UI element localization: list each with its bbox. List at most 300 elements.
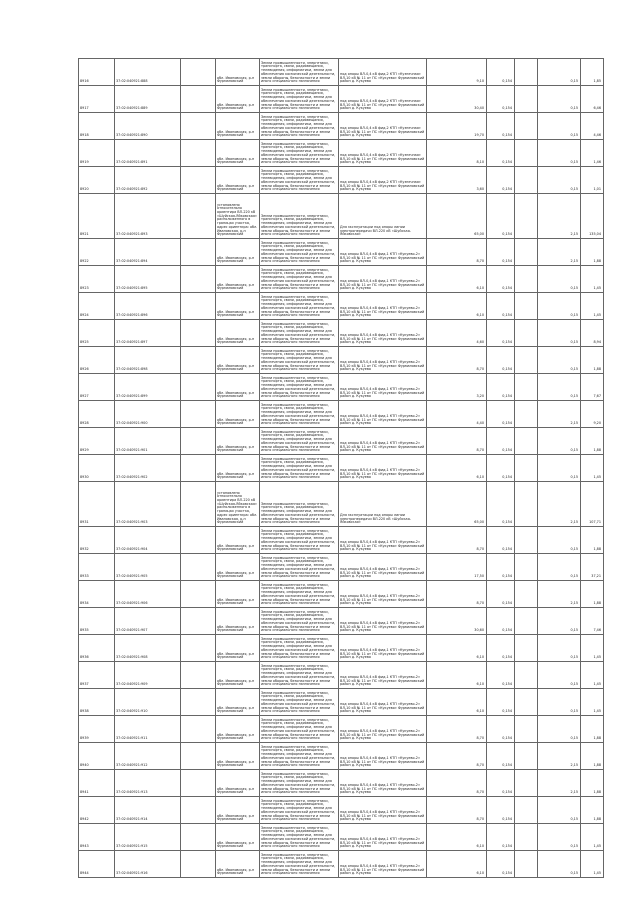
table-row [79,851,604,878]
cadastral-number-cell-text: 37:02:040921:901 [116,448,148,453]
address-cell [216,374,260,400]
cadastral-number-cell [115,608,181,634]
coefficient-cell-text: 0,154 [502,313,512,318]
row-number-cell-text: 8941 [80,790,89,795]
price-cell-text: 2,15 [570,421,578,426]
permitted-use-cell [339,689,427,715]
area-cell-text: 6,10 [476,682,484,687]
total-cell-text: 7,67 [593,394,601,399]
price-cell [538,716,581,742]
row-number-cell-text: 8931 [80,520,89,525]
address-cell [216,743,260,769]
land-category-cell-text: Земли промышленности, энергетики, транспорта, связи, радиовещания, телевидения, информатики, земли для обеспечения космической деятельности, земли обороны, безопасности и земли иного специального назначения [261,375,336,399]
table-row [79,581,604,608]
area-cell-text: 6,10 [476,709,484,714]
area-cell [427,374,487,400]
row-number-cell [79,635,115,661]
permitted-use-cell [339,293,427,319]
permitted-use-cell-text: под опоры ВЛ-0,4 кВ фид.1 КТП «Кукуево-2» ВЛ-10 кВ № 11 от ПС «Кукуево» Фурмановский район д. Кукуево [340,566,425,579]
empty-cell [181,113,216,139]
permitted-use-cell-text: под опоры ВЛ-0,4 кВ фид.2 КТП «Кузнечная» ВЛ-10 кВ № 11 от ПС «Кукуево» Фурмановский район д. Кукуево [340,98,425,111]
row-number-cell-text: 8943 [80,844,89,849]
land-category-cell-text: Земли промышленности, энергетики, транспорта, связи, радиовещания, телевидения, информатики, земли для обеспечения космической деятельности, земли обороны, безопасности и земли иного специального назначения [261,582,336,606]
address-cell [216,86,260,112]
empty-cell [181,194,216,238]
price-cell [538,743,581,769]
row-number-cell-text: 8930 [80,475,89,480]
cadastral-number-cell [115,347,181,373]
permitted-use-cell [339,581,427,607]
address-cell [216,293,260,319]
land-category-cell-text: Земли промышленности, энергетики, транспорта, связи, радиовещания, телевидения, информатики, земли для обеспечения космической деятельности, земли обороны, безопасности и земли иного специального назначения [261,663,336,687]
row-number-cell [79,86,115,112]
coefficient-cell [487,428,515,454]
coefficient-cell [487,194,515,238]
permitted-use-cell [339,86,427,112]
row-number-cell [79,293,115,319]
empty-cell [181,59,216,85]
cadastral-number-cell-text: 37:02:040921:902 [116,475,148,480]
row-number-cell [79,455,115,481]
price-cell [538,167,581,193]
coefficient-cell [487,401,515,427]
rate-cell [515,320,538,346]
table-row [79,743,604,770]
rate-cell [515,716,538,742]
area-cell-text: 30,60 [474,628,484,633]
rate-cell [515,194,538,238]
area-cell-text: 8,70 [476,259,484,264]
cadastral-number-cell-text: 37:02:040921:889 [116,106,148,111]
address-cell-text: обл. Ивановская, р-н Фурмановский [217,732,255,741]
area-cell [427,320,487,346]
row-number-cell-text: 8935 [80,628,89,633]
coefficient-cell-text: 0,154 [502,106,512,111]
land-category-cell [260,266,339,292]
total-cell-text: 1,45 [593,313,601,318]
land-category-cell [260,374,339,400]
land-category-cell [260,716,339,742]
total-cell-text: 107,71 [589,520,601,525]
total-cell [581,266,604,292]
permitted-use-cell [339,320,427,346]
row-number-cell-text: 8939 [80,736,89,741]
coefficient-cell [487,554,515,580]
cadastral-number-cell-text: 37:02:040921:912 [116,763,148,768]
permitted-use-cell [339,347,427,373]
coefficient-cell-text: 0,154 [502,601,512,606]
table-row [79,347,604,374]
coefficient-cell [487,689,515,715]
price-cell [538,86,581,112]
row-number-cell [79,716,115,742]
price-cell-text: 2,15 [570,520,578,525]
price-cell-text: 2,15 [570,601,578,606]
total-cell-text: 1,88 [593,736,601,741]
cadastral-number-cell-text: 37:02:040921:892 [116,187,148,192]
rate-cell [515,401,538,427]
price-cell [538,527,581,553]
total-cell [581,608,604,634]
total-cell [581,86,604,112]
total-cell [581,527,604,553]
cadastral-number-cell [115,293,181,319]
row-number-cell-text: 8926 [80,367,89,372]
empty-cell [181,554,216,580]
total-cell [581,428,604,454]
rate-cell [515,851,538,877]
land-category-cell [260,86,339,112]
table-row [79,428,604,455]
table-row [79,824,604,851]
price-cell [538,554,581,580]
land-category-cell-text: Земли промышленности, энергетики, транспорта, связи, радиовещания, телевидения, информатики, земли для обеспечения космической деятельности, земли обороны, безопасности и земли иного специального назначения [261,636,336,660]
cadastral-number-cell-text: 37:02:040921:906 [116,601,148,606]
permitted-use-cell-text: под опоры ВЛ-0,4 кВ фид.1 КТП «Кукуево-2» ВЛ-10 кВ № 11 от ПС «Кукуево» Фурмановский район д. Кукуево [340,386,425,399]
permitted-use-cell-text: под опоры ВЛ-0,4 кВ фид.1 КТП «Кукуево-2» ВЛ-10 кВ № 11 от ПС «Кукуево» Фурмановский район д. Кукуево [340,467,425,480]
permitted-use-cell [339,851,427,877]
rate-cell [515,743,538,769]
total-cell [581,293,604,319]
address-cell-text: обл. Ивановская, р-н Фурмановский [217,813,255,822]
permitted-use-cell-text: под опоры ВЛ-0,4 кВ фид.1 КТП «Кукуево-2» ВЛ-10 кВ № 11 от ПС «Кукуево» Фурмановский район д. Кукуево [340,413,425,426]
rate-cell [515,482,538,526]
table-row [79,401,604,428]
permitted-use-cell-text: под опоры ВЛ-0,4 кВ фид.1 КТП «Кукуево-2» ВЛ-10 кВ № 11 от ПС «Кукуево» Фурмановский район д. Кукуево [340,539,425,552]
area-cell-text: 6,10 [476,313,484,318]
table-row [79,167,604,194]
coefficient-cell [487,140,515,166]
row-number-cell-text: 8921 [80,232,89,237]
row-number-cell [79,320,115,346]
coefficient-cell-text: 0,154 [502,133,512,138]
address-cell-text: обл. Ивановская, р-н Фурмановский [217,786,255,795]
address-cell-text: обл. Ивановская, р-н Фурмановский [217,705,255,714]
area-cell-text: 3,60 [476,187,484,192]
permitted-use-cell [339,266,427,292]
rate-cell [515,770,538,796]
price-cell [538,689,581,715]
area-cell-text: 6,10 [476,844,484,849]
area-cell-text: 19,70 [474,133,484,138]
area-cell [427,554,487,580]
address-cell-text: обл. Ивановская, р-н Фурмановский [217,444,255,453]
total-cell [581,401,604,427]
address-cell [216,689,260,715]
land-category-cell-text: Земли промышленности, энергетики, транспорта, связи, радиовещания, телевидения, информатики, земли для обеспечения космической деятельности, земли обороны, безопасности и земли иного специального назначения [261,501,336,525]
address-cell-text: обл. Ивановская, р-н Фурмановский [217,282,255,291]
rate-cell [515,608,538,634]
address-cell [216,797,260,823]
coefficient-cell [487,770,515,796]
address-cell-text: обл. Ивановская, р-н Фурмановский [217,102,255,111]
total-cell-text: 1,45 [593,709,601,714]
permitted-use-cell-text: под опоры ВЛ-0,4 кВ фид.1 КТП «Кукуево-2» ВЛ-10 кВ № 11 от ПС «Кукуево» Фурмановский район д. Кукуево [340,836,425,849]
empty-cell [181,797,216,823]
address-cell-text: обл. Ивановская, р-н Фурмановский [217,336,255,345]
table-row [79,293,604,320]
address-cell [216,527,260,553]
table-row [79,455,604,482]
permitted-use-cell [339,239,427,265]
rate-cell [515,428,538,454]
coefficient-cell-text: 0,154 [502,79,512,84]
land-category-cell-text: Земли промышленности, энергетики, транспорта, связи, радиовещания, телевидения, информатики, земли для обеспечения космической деятельности, земли обороны, безопасности и земли иного специального назначения [261,798,336,822]
price-cell-text: 0,15 [570,871,578,876]
permitted-use-cell-text: под опоры ВЛ-0,4 кВ фид.1 КТП «Кукуево-2» ВЛ-10 кВ № 11 от ПС «Кукуево» Фурмановский район д. Кукуево [340,728,425,741]
coefficient-cell [487,86,515,112]
permitted-use-cell [339,140,427,166]
price-cell-text: 0,15 [570,817,578,822]
area-cell-text: 8,70 [476,763,484,768]
empty-cell [181,689,216,715]
total-cell [581,140,604,166]
total-cell [581,59,604,85]
total-cell [581,194,604,238]
cadastral-number-cell [115,320,181,346]
cadastral-number-cell [115,635,181,661]
land-category-cell [260,608,339,634]
address-cell-text: обл. Ивановская, р-н Фурмановский [217,867,255,876]
cadastral-number-cell-text: 37:02:040921:900 [116,421,148,426]
cadastral-number-cell-text: 37:02:040921:915 [116,844,148,849]
cadastral-number-cell-text: 37:02:040921:898 [116,367,148,372]
price-cell [538,482,581,526]
area-cell-text: 9,10 [476,79,484,84]
total-cell-text: 7,46 [593,628,601,633]
total-cell [581,320,604,346]
land-category-cell [260,59,339,85]
price-cell-text: 0,15 [570,547,578,552]
table-row [79,86,604,113]
cadastral-number-cell-text: 37:02:040921:908 [116,655,148,660]
permitted-use-cell [339,797,427,823]
price-cell [538,581,581,607]
row-number-cell [79,743,115,769]
rate-cell [515,140,538,166]
row-number-cell-text: 8934 [80,601,89,606]
address-cell-text: обл. Ивановская, р-н Фурмановский [217,75,255,84]
area-cell [427,482,487,526]
permitted-use-cell [339,455,427,481]
permitted-use-cell-text: под опоры ВЛ-0,4 кВ фид.1 КТП «Кукуево-2» ВЛ-10 кВ № 11 от ПС «Кукуево» Фурмановский район д. Кукуево [340,593,425,606]
permitted-use-cell [339,194,427,238]
permitted-use-cell [339,554,427,580]
land-category-cell-text: Земли промышленности, энергетики, транспорта, связи, радиовещания, телевидения, информатики, земли для обеспечения космической деятельности, земли обороны, безопасности и земли иного специального назначения [261,429,336,453]
total-cell [581,797,604,823]
empty-cell [181,527,216,553]
price-cell [538,140,581,166]
price-cell [538,293,581,319]
land-category-cell-text: Земли промышленности, энергетики, транспорта, связи, радиовещания, телевидения, информатики, земли для обеспечения космической деятельности, земли обороны, безопасности и земли иного специального назначения [261,402,336,426]
land-category-cell-text: Земли промышленности, энергетики, транспорта, связи, радиовещания, телевидения, информатики, земли для обеспечения космической деятельности, земли обороны, безопасности и земли иного специального назначения [261,168,336,192]
row-number-cell-text: 8940 [80,763,89,768]
rate-cell [515,662,538,688]
row-number-cell-text: 8942 [80,817,89,822]
price-cell-text: 0,15 [570,340,578,345]
land-category-cell-text: Земли промышленности, энергетики, транспорта, связи, радиовещания, телевидения, информатики, земли для обеспечения космической деятельности, земли обороны, безопасности и земли иного специального назначения [261,87,336,111]
row-number-cell-text: 8919 [80,160,89,165]
permitted-use-cell [339,482,427,526]
cadastral-number-cell-text: 37:02:040921:896 [116,313,148,318]
area-cell-text: 8,70 [476,790,484,795]
permitted-use-cell [339,770,427,796]
coefficient-cell [487,266,515,292]
permitted-use-cell-text: под опоры ВЛ-0,4 кВ фид.1 КТП «Кукуево-2» ВЛ-10 кВ № 11 от ПС «Кукуево» Фурмановский район д. Кукуево [340,782,425,795]
price-cell-text: 0,15 [570,286,578,291]
row-number-cell [79,689,115,715]
area-cell [427,608,487,634]
area-cell-text: 17,50 [474,574,484,579]
table-row [79,716,604,743]
total-cell-text: 1,45 [593,844,601,849]
land-category-cell [260,347,339,373]
coefficient-cell [487,527,515,553]
permitted-use-cell-text: под опоры ВЛ-0,4 кВ фид.1 КТП «Кукуево-2» ВЛ-10 кВ № 11 от ПС «Кукуево» Фурмановский район д. Кукуево [340,809,425,822]
address-cell-text: установлено относительно ориентира ВЛ-220 кВ «Шуйская-Яйковская» расположенного в границах участка, адрес ориентира: обл. Ивановская, р-н Фурмановский [217,202,258,237]
land-category-cell-text: Земли промышленности, энергетики, транспорта, связи, радиовещания, телевидения, информатики, земли для обеспечения космической деятельности, земли обороны, безопасности и земли иного специального назначения [261,825,336,849]
empty-cell [181,824,216,850]
row-number-cell [79,167,115,193]
land-category-cell-text: Земли промышленности, энергетики, транспорта, связи, радиовещания, телевидения, информатики, земли для обеспечения космической деятельности, земли обороны, безопасности и земли иного специального назначения [261,744,336,768]
empty-cell [181,581,216,607]
row-number-cell [79,608,115,634]
area-cell-text: 8,70 [476,547,484,552]
row-number-cell [79,662,115,688]
row-number-cell-text: 8932 [80,547,89,552]
row-number-cell [79,374,115,400]
area-cell-text: 6,10 [476,655,484,660]
area-cell-text: 8,70 [476,817,484,822]
cadastral-number-cell [115,797,181,823]
address-cell [216,401,260,427]
price-cell [538,662,581,688]
empty-cell [181,662,216,688]
rate-cell [515,113,538,139]
cadastral-number-cell-text: 37:02:040921:894 [116,259,148,264]
permitted-use-cell-text: под опоры ВЛ-0,4 кВ фид.1 КТП «Кукуево-2» ВЛ-10 кВ № 11 от ПС «Кукуево» Фурмановский район д. Кукуево [340,701,425,714]
table-row [79,635,604,662]
land-category-cell [260,770,339,796]
address-cell [216,266,260,292]
permitted-use-cell [339,374,427,400]
total-cell [581,770,604,796]
area-cell [427,59,487,85]
land-category-cell [260,797,339,823]
total-cell [581,716,604,742]
row-number-cell [79,797,115,823]
land-category-cell [260,293,339,319]
address-cell [216,581,260,607]
price-cell [538,851,581,877]
permitted-use-cell [339,167,427,193]
price-cell-text: 0,15 [570,160,578,165]
area-cell-text: 4,60 [476,340,484,345]
area-cell-text: 4,40 [476,421,484,426]
land-category-cell [260,554,339,580]
rate-cell [515,455,538,481]
cadastral-number-cell-text: 37:02:040921:904 [116,547,148,552]
address-cell [216,851,260,877]
row-number-cell [79,266,115,292]
address-cell [216,347,260,373]
area-cell [427,347,487,373]
permitted-use-cell [339,824,427,850]
row-number-cell [79,482,115,526]
total-cell-text: 6,46 [593,106,601,111]
cadastral-number-cell-text: 37:02:040921:888 [116,79,148,84]
area-cell-text: 8,10 [476,160,484,165]
cadastral-number-cell-text: 37:02:040921:907 [116,628,148,633]
coefficient-cell [487,320,515,346]
price-cell-text: 0,15 [570,106,578,111]
coefficient-cell-text: 0,154 [502,232,512,237]
land-category-cell [260,743,339,769]
permitted-use-cell-text: под опоры ВЛ-0,4 кВ фид.1 КТП «Кукуево-2» ВЛ-10 кВ № 11 от ПС «Кукуево» Фурмановский район д. Кукуево [340,755,425,768]
price-cell [538,266,581,292]
price-cell [538,194,581,238]
cadastral-number-cell [115,59,181,85]
total-cell-text: 1,01 [593,187,601,192]
table-row [79,770,604,797]
price-cell-text: 0,15 [570,187,578,192]
row-number-cell-text: 8938 [80,709,89,714]
empty-cell [181,851,216,877]
address-cell-text: обл. Ивановская, р-н Фурмановский [217,624,255,633]
cadastral-number-cell [115,113,181,139]
row-number-cell [79,554,115,580]
permitted-use-cell-text: Для эксплуатации под опоры линии электропередачи ВЛ-220 кВ «Шуйская-Яйковская» [340,512,411,525]
land-category-cell [260,428,339,454]
empty-cell [181,86,216,112]
cadastral-number-cell-text: 37:02:040921:899 [116,394,148,399]
price-cell [538,374,581,400]
price-cell [538,608,581,634]
address-cell-text: обл. Ивановская, р-н Фурмановский [217,309,255,318]
total-cell-text: 37,21 [591,574,601,579]
price-cell-text: 0,15 [570,133,578,138]
row-number-cell [79,347,115,373]
empty-cell [181,347,216,373]
land-category-cell-text: Земли промышленности, энергетики, транспорта, связи, радиовещания, телевидения, информатики, земли для обеспечения космической деятельности, земли обороны, безопасности и земли иного специального назначения [261,690,336,714]
row-number-cell [79,194,115,238]
area-cell [427,635,487,661]
land-category-cell-text: Земли промышленности, энергетики, транспорта, связи, радиовещания, телевидения, информатики, земли для обеспечения космической деятельности, земли обороны, безопасности и земли иного специального назначения [261,609,336,633]
row-number-cell-text: 8918 [80,133,89,138]
coefficient-cell-text: 0,154 [502,682,512,687]
area-cell [427,581,487,607]
address-cell [216,554,260,580]
coefficient-cell-text: 0,154 [502,547,512,552]
total-cell [581,239,604,265]
area-cell [427,455,487,481]
table-row [79,554,604,581]
coefficient-cell-text: 0,154 [502,187,512,192]
coefficient-cell-text: 0,154 [502,790,512,795]
empty-cell [181,635,216,661]
price-cell-text: 0,15 [570,628,578,633]
row-number-cell [79,527,115,553]
total-cell [581,167,604,193]
price-cell-text: 0,15 [570,367,578,372]
address-cell-text: обл. Ивановская, р-н Фурмановский [217,759,255,768]
coefficient-cell-text: 0,154 [502,259,512,264]
row-number-cell [79,770,115,796]
permitted-use-cell [339,401,427,427]
cadastral-number-cell [115,851,181,877]
area-cell [427,662,487,688]
address-cell [216,455,260,481]
